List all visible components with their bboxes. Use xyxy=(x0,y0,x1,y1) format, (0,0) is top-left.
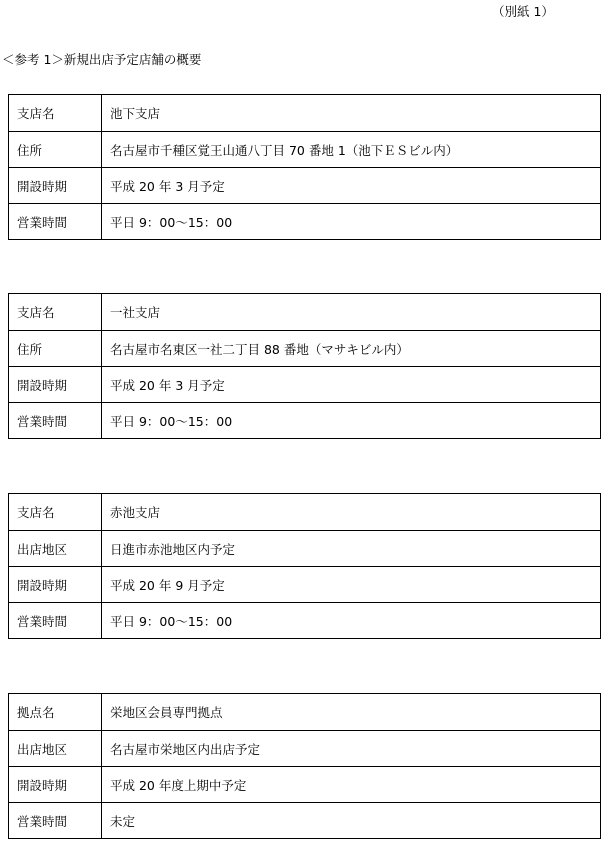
row-value: 池下支店 xyxy=(102,95,601,132)
table-row xyxy=(9,294,601,331)
store-table-akaike xyxy=(8,493,601,639)
table-row xyxy=(9,694,601,731)
row-label: 開設時期 xyxy=(9,168,102,204)
row-label: 出店地区 xyxy=(9,731,102,767)
table-row xyxy=(9,803,601,839)
row-label: 開設時期 xyxy=(9,567,102,603)
row-value: 平日 9：00～15：00 xyxy=(102,603,601,639)
row-value: 日進市赤池地区内予定 xyxy=(102,531,601,567)
row-label: 営業時間 xyxy=(9,603,102,639)
table-row xyxy=(9,204,601,240)
store-table-ikeshita xyxy=(8,94,601,240)
table-row xyxy=(9,494,601,531)
row-label: 拠点名 xyxy=(9,694,102,731)
table-row xyxy=(9,403,601,439)
row-label: 営業時間 xyxy=(9,204,102,240)
row-label: 開設時期 xyxy=(9,367,102,403)
row-label: 営業時間 xyxy=(9,403,102,439)
row-label: 出店地区 xyxy=(9,531,102,567)
row-value: 赤池支店 xyxy=(102,494,601,531)
attachment-label: （別紙 1） xyxy=(492,4,554,19)
row-value: 一社支店 xyxy=(102,294,601,331)
store-table-sakae xyxy=(8,693,601,839)
row-value: 平成 20 年 3 月予定 xyxy=(102,367,601,403)
row-label: 開設時期 xyxy=(9,767,102,803)
row-label: 支店名 xyxy=(9,294,102,331)
row-value: 名古屋市栄地区内出店予定 xyxy=(102,731,601,767)
row-label: 営業時間 xyxy=(9,803,102,839)
row-value: 栄地区会員専門拠点 xyxy=(102,694,601,731)
row-label: 支店名 xyxy=(9,95,102,132)
table-row xyxy=(9,603,601,639)
document-heading: ＜参考 1＞新規出店予定店舗の概要 xyxy=(2,52,202,67)
row-label: 支店名 xyxy=(9,494,102,531)
row-value: 平日 9：00～15：00 xyxy=(102,403,601,439)
row-value: 平成 20 年度上期中予定 xyxy=(102,767,601,803)
table-row xyxy=(9,731,601,767)
store-table-issha xyxy=(8,293,601,439)
table-row xyxy=(9,331,601,367)
table-row xyxy=(9,531,601,567)
row-value: 平成 20 年 9 月予定 xyxy=(102,567,601,603)
table-row xyxy=(9,367,601,403)
row-value: 平日 9：00～15：00 xyxy=(102,204,601,240)
table-row xyxy=(9,168,601,204)
table-row xyxy=(9,95,601,132)
row-value: 未定 xyxy=(102,803,601,839)
row-label: 住所 xyxy=(9,331,102,367)
row-value: 名古屋市千種区覚王山通八丁目 70 番地 1（池下ＥＳビル内） xyxy=(102,132,601,168)
table-row xyxy=(9,767,601,803)
row-label: 住所 xyxy=(9,132,102,168)
table-row xyxy=(9,567,601,603)
row-value: 名古屋市名東区一社二丁目 88 番地（マサキビル内） xyxy=(102,331,601,367)
table-row xyxy=(9,132,601,168)
row-value: 平成 20 年 3 月予定 xyxy=(102,168,601,204)
